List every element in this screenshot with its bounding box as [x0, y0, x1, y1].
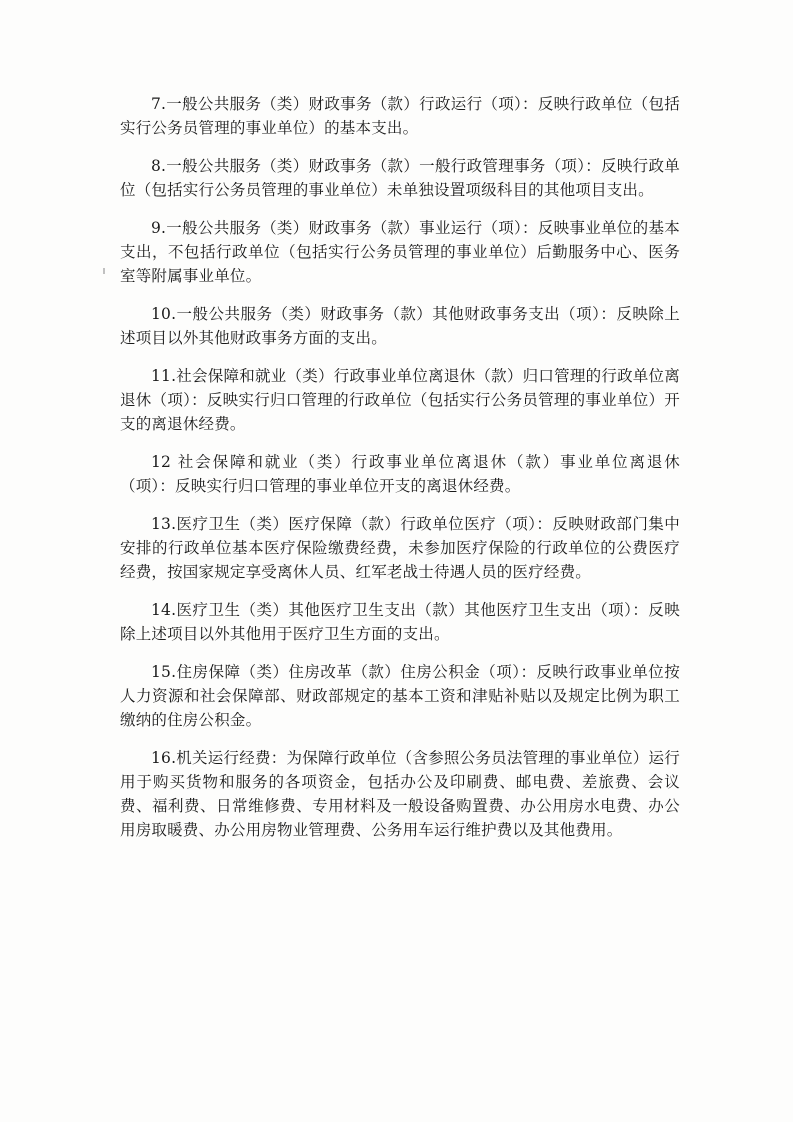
paragraph-9: 9.一般公共服务（类）财政事务（款）事业运行（项）：反映事业单位的基本支出，不包括行政单位（包括实行公务员管理的事业单位）后勤服务中心、医务室等附属事业单位。 [120, 219, 680, 285]
scan-mark [103, 268, 105, 274]
paragraph-8: 8.一般公共服务（类）财政事务（款）一般行政管理事务（项）：反映行政单位（包括实行公务员管理的事业单位）未单独设置项级科目的其他项目支出。 [120, 157, 680, 199]
paragraph-14: 14.医疗卫生（类）其他医疗卫生支出（款）其他医疗卫生支出（项）：反映除上述项目以外其他用于医疗卫生方面的支出。 [120, 601, 680, 643]
document-body [120, 92, 680, 856]
paragraph-7: 7.一般公共服务（类）财政事务（款）行政运行（项）：反映行政单位（包括实行公务员管理的事业单位）的基本支出。 [120, 95, 680, 137]
paragraph-13: 13.医疗卫生（类）医疗保障（款）行政单位医疗（项）：反映财政部门集中安排的行政单位基本医疗保险缴费经费，未参加医疗保险的行政单位的公费医疗经费，按国家规定享受离休人员、红军老战士待遇人员的医疗经费。 [120, 515, 680, 581]
paragraph-15: 15.住房保障（类）住房改革（款）住房公积金（项）：反映行政事业单位按人力资源和社会保障部、财政部规定的基本工资和津贴补贴以及规定比例为职工缴纳的住房公积金。 [120, 663, 680, 729]
paragraph-16: 16.机关运行经费：为保障行政单位（含参照公务员法管理的事业单位）运行用于购买货物和服务的各项资金，包括办公及印刷费、邮电费、差旅费、会议费、福利费、日常维修费、专用材料及一般设备购置费、办公用房水电费、办公用房取暖费、办公用房物业管理费、公务用车运行维护费以及其他费用。 [120, 749, 680, 839]
paragraph-10: 10.一般公共服务（类）财政事务（款）其他财政事务支出（项）：反映除上述项目以外其他财政事务方面的支出。 [120, 305, 680, 347]
paragraph-12: 12 社会保障和就业（类）行政事业单位离退休（款）事业单位离退休（项）：反映实行归口管理的事业单位开支的离退休经费。 [120, 453, 680, 495]
paragraph-11: 11.社会保障和就业（类）行政事业单位离退休（款）归口管理的行政单位离退休（项）：反映实行归口管理的行政单位（包括实行公务员管理的事业单位）开支的离退休经费。 [120, 367, 680, 433]
